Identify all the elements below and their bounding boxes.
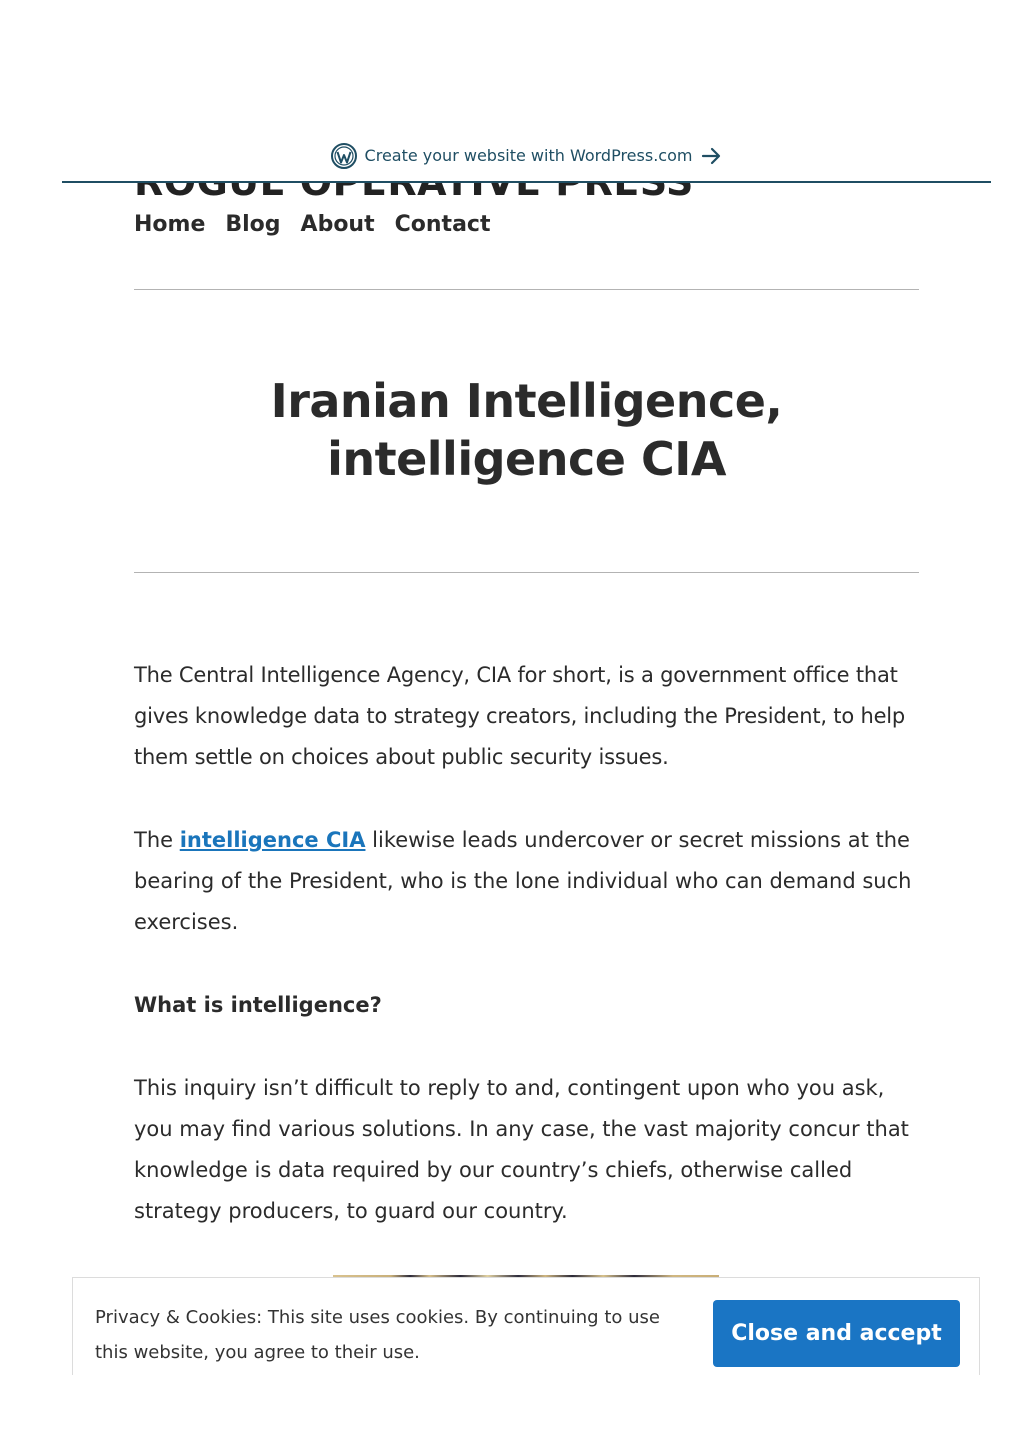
create-website-label: Create your website with WordPress.com	[364, 146, 693, 165]
nav-item-blog[interactable]: Blog	[225, 212, 281, 237]
post-title-line-2: intelligence CIA	[327, 432, 726, 486]
nav-item-about[interactable]: About	[300, 212, 375, 237]
paragraph-missions-end: likewise leads undercover or secret missions at the bearing of the President, who is the lone individual who can demand such exercises.	[134, 828, 912, 934]
wordpress-logo-icon	[331, 143, 357, 169]
paragraph-definition: This inquiry isn’t difficult to reply to and, contingent upon who you ask, you may find various solutions. In any case, the vast majority concur that knowledge is data required by our country’s chiefs, otherwise called strategy producers, to guard our country.	[134, 1076, 909, 1223]
post-content	[134, 655, 919, 1274]
nav-item-contact[interactable]: Contact	[394, 212, 491, 237]
paragraph-intro: The Central Intelligence Agency, CIA for short, is a government office that gives knowledge data to strategy creators, including the President, to help them settle on choices about public security issues.	[134, 663, 906, 769]
wordpress-promo-bar	[62, 130, 991, 183]
title-divider	[134, 572, 919, 573]
section-heading: What is intelligence?	[134, 993, 382, 1017]
paragraph-missions	[134, 820, 919, 943]
nav-item-home[interactable]: Home	[134, 212, 206, 237]
intelligence-cia-link[interactable]: intelligence CIA	[179, 828, 366, 852]
arrow-right-icon	[700, 145, 722, 167]
close-and-accept-button[interactable]: Close and accept	[713, 1300, 960, 1367]
paragraph-missions-start: The	[134, 828, 180, 852]
post-title-line-1: Iranian Intelligence,	[270, 374, 783, 428]
main-navigation	[134, 212, 490, 237]
cookie-banner	[72, 1277, 980, 1375]
post-title	[134, 372, 919, 488]
header-divider	[134, 289, 919, 290]
cookie-notice-text: Privacy & Cookies: This site uses cookies. By continuing to use this website, you agree to their use.	[95, 1307, 660, 1363]
create-website-link[interactable]	[331, 143, 723, 169]
